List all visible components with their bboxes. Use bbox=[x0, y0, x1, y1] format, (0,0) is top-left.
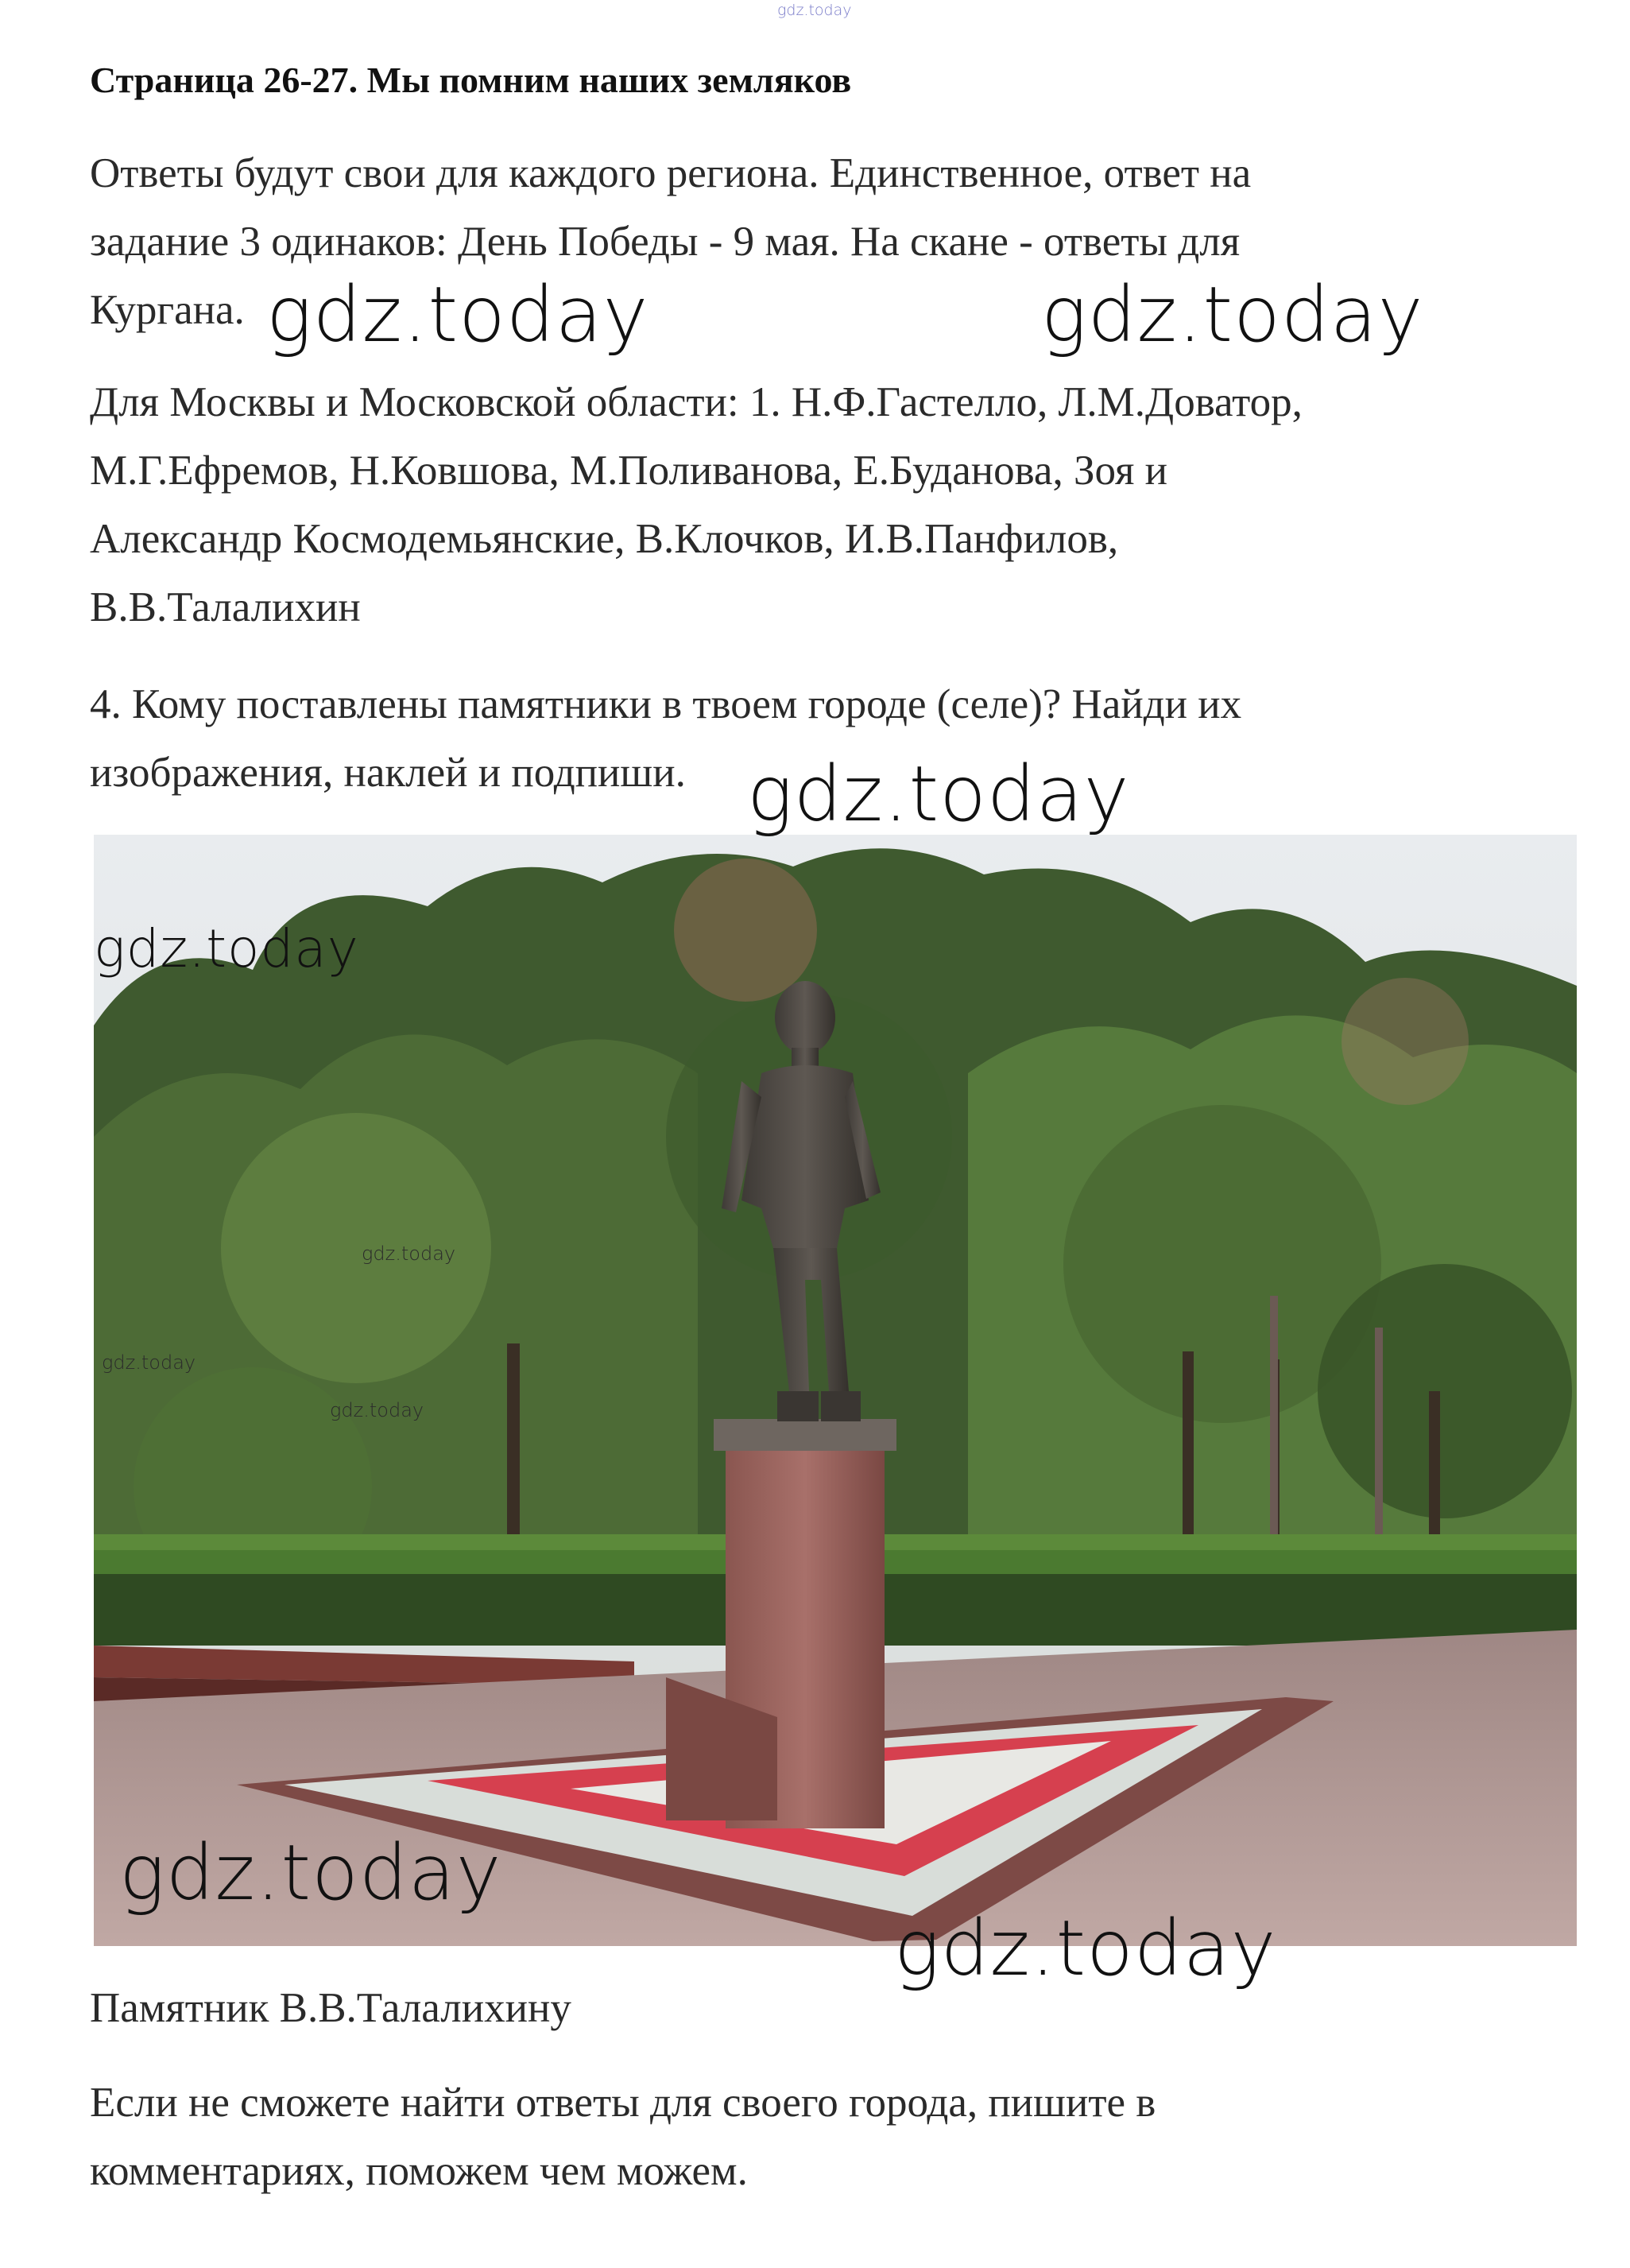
footer-line-2: комментариях, поможем чем можем. bbox=[90, 2148, 748, 2194]
moscow-line-4: В.В.Талалихин bbox=[90, 584, 361, 630]
watermark: gdz.today bbox=[119, 1828, 502, 1917]
intro-line-3: Кургана. bbox=[90, 287, 245, 333]
watermark: gdz.today bbox=[94, 918, 359, 979]
footer-line-1: Если не сможете найти ответы для своего города, пишите в bbox=[90, 2080, 1156, 2126]
moscow-line-3: Александр Космодемьянские, В.Клочков, И.В.Панфилов, bbox=[90, 516, 1119, 562]
intro-line-1: Ответы будут свои для каждого региона. Единственное, ответ на bbox=[90, 150, 1252, 196]
monument-photo-drawing bbox=[94, 835, 1577, 1946]
task4-line-2: изображения, наклей и подпиши. bbox=[90, 750, 686, 796]
moscow-answers-paragraph bbox=[90, 368, 1568, 642]
watermark: gdz.today bbox=[102, 1351, 196, 1374]
photo-caption: Памятник В.В.Талалихину bbox=[90, 1985, 571, 2031]
watermark: gdz.today bbox=[894, 1904, 1277, 1993]
footer-paragraph bbox=[90, 2068, 1568, 2205]
monument-photo bbox=[94, 835, 1577, 1946]
moscow-line-2: М.Г.Ефремов, Н.Ковшова, М.Поливанова, Е.Буданова, Зоя и bbox=[90, 448, 1167, 494]
watermark: gdz.today bbox=[747, 750, 1130, 839]
watermark: gdz.today bbox=[330, 1399, 424, 1421]
task4-line-1: 4. Кому поставлены памятники в твоем городе (селе)? Найди их bbox=[90, 681, 1242, 727]
watermark: gdz.today bbox=[266, 270, 649, 359]
intro-line-2: задание 3 одинаков: День Победы - 9 мая. На скане - ответы для bbox=[90, 219, 1241, 265]
watermark: gdz.today bbox=[362, 1243, 456, 1265]
header-watermark: gdz.today bbox=[777, 2, 852, 19]
page-title: Страница 26-27. Мы помним наших земляков bbox=[90, 60, 852, 100]
watermark: gdz.today bbox=[1041, 270, 1424, 359]
moscow-line-1: Для Москвы и Московской области: 1. Н.Ф.Гастелло, Л.М.Доватор, bbox=[90, 379, 1303, 425]
